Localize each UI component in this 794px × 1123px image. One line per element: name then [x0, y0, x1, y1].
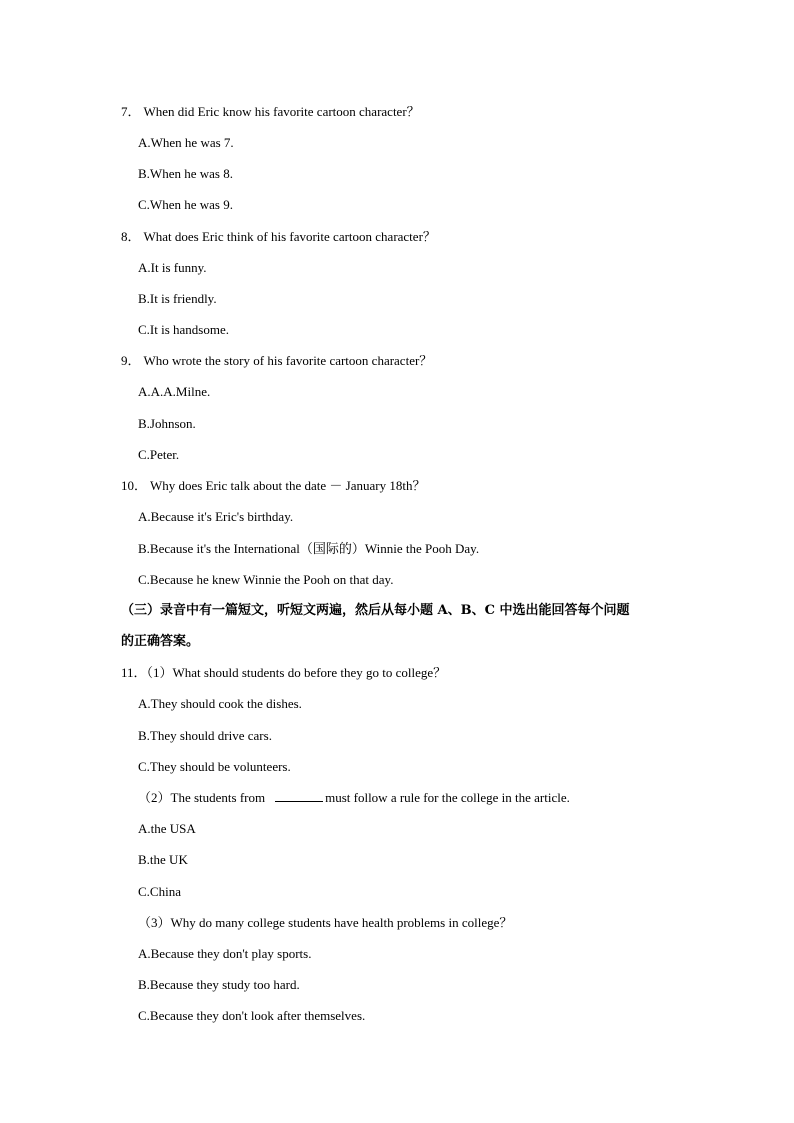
q11-3-option-c[interactable]: C.Because they don't look after themselves.	[138, 1008, 366, 1023]
question-10: 10． Why does Eric talk about the date － January 18th？	[121, 478, 426, 493]
question-7: 7． When did Eric know his favorite cartoon character？	[121, 104, 420, 119]
q9-option-a[interactable]: A.A.A.Milne.	[138, 384, 211, 399]
q10-option-a[interactable]: A.Because it's Eric's birthday.	[138, 509, 294, 524]
q11-2-option-a[interactable]: A.the USA	[138, 821, 196, 836]
q7-option-a[interactable]: A.When he was 7.	[138, 135, 234, 150]
q11-2-text-after: must follow a rule for the college in the article.	[325, 790, 570, 805]
q11-3-option-a[interactable]: A.Because they don't play sports.	[138, 946, 312, 961]
q8-option-c[interactable]: C.It is handsome.	[138, 322, 229, 337]
question-8: 8． What does Eric think of his favorite cartoon character？	[121, 229, 436, 244]
q8-option-b[interactable]: B.It is friendly.	[138, 291, 217, 306]
question-11-part-1: 11．（1）What should students do before they go to college？	[121, 665, 447, 680]
q11-2-text-before: （2）The students from	[138, 790, 266, 805]
q11-1-option-a[interactable]: A.They should cook the dishes.	[138, 696, 302, 711]
question-11-part-2	[138, 790, 570, 806]
q11-3-option-b[interactable]: B.Because they study too hard.	[138, 977, 300, 992]
q8-option-a[interactable]: A.It is funny.	[138, 260, 207, 275]
q11-1-option-b[interactable]: B.They should drive cars.	[138, 728, 272, 743]
q11-2-option-c[interactable]: C.China	[138, 884, 181, 899]
section-3-instructions-line2: 的正确答案。	[121, 634, 200, 649]
q7-option-b[interactable]: B.When he was 8.	[138, 166, 233, 181]
question-9: 9． Who wrote the story of his favorite cartoon character？	[121, 353, 433, 368]
answer-blank	[275, 790, 323, 802]
q10-option-c[interactable]: C.Because he knew Winnie the Pooh on that day.	[138, 572, 394, 587]
q11-1-option-c[interactable]: C.They should be volunteers.	[138, 759, 291, 774]
q9-option-c[interactable]: C.Peter.	[138, 447, 180, 462]
q9-option-b[interactable]: B.Johnson.	[138, 416, 196, 431]
q11-2-option-b[interactable]: B.the UK	[138, 852, 188, 867]
section-3-instructions-line1: （三）录音中有一篇短文，听短文两遍，然后从每小题 A、B、C 中选出能回答每个问题	[121, 603, 630, 618]
question-11-part-3: （3）Why do many college students have health problems in college？	[138, 915, 513, 930]
q10-option-b[interactable]: B.Because it's the International（国际的）Winnie the Pooh Day.	[138, 541, 480, 556]
q7-option-c[interactable]: C.When he was 9.	[138, 197, 233, 212]
